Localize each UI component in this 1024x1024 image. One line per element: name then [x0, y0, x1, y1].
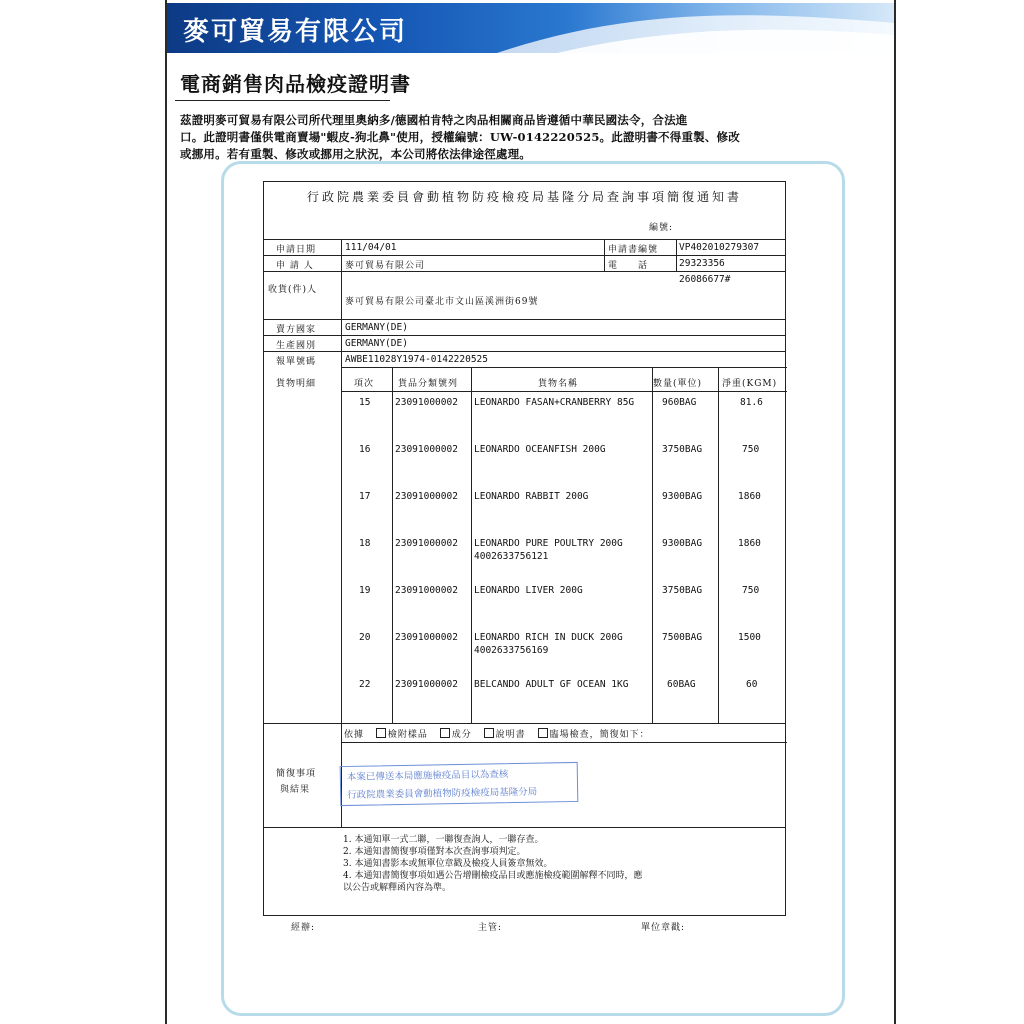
column-header-code: 貨品分類號列 — [398, 379, 459, 389]
table-cell: 1860 — [738, 491, 761, 502]
table-cell: 23091000002 — [395, 632, 458, 643]
table-cell: 23091000002 — [395, 585, 458, 596]
table-cell: LEONARDO RABBIT 200G — [474, 491, 589, 502]
quarantine-notice-form — [263, 181, 786, 916]
applicant: 麥可貿易有限公司 — [345, 261, 426, 271]
company-name: 麥可貿易有限公司 — [183, 17, 408, 47]
table-cell: 17 — [359, 491, 371, 502]
unit-seal-label: 單位章戳: — [641, 923, 686, 933]
goods-detail-label: 貨物明細 — [276, 379, 317, 389]
application-number: VP402010279307 — [679, 242, 760, 253]
origin-country: GERMANY(DE) — [345, 338, 408, 349]
checkbox-icon — [484, 728, 494, 738]
authorization-statement — [180, 112, 840, 163]
result-label-line2: 與結果 — [280, 785, 311, 795]
report-number-label: 報單號碼 — [276, 357, 317, 367]
application-number-label: 申請書編號 — [608, 245, 659, 255]
table-cell: 7500BAG — [662, 632, 703, 643]
table-cell: LEONARDO OCEANFISH 200G — [474, 444, 606, 455]
table-cell: 23091000002 — [395, 679, 458, 690]
officer-label: 經辦: — [291, 923, 316, 933]
apply-date: 111/04/01 — [345, 242, 397, 253]
table-cell: 22 — [359, 679, 371, 690]
official-stamp — [340, 762, 579, 806]
table-cell: 81.6 — [740, 397, 763, 408]
table-cell: LEONARDO FASAN+CRANBERRY 85G — [474, 397, 635, 408]
result-label-line1: 簡復事項 — [276, 769, 317, 779]
phone-label: 電 話 — [608, 261, 649, 271]
supervisor-label: 主管: — [478, 923, 503, 933]
table-cell: 60 — [746, 679, 758, 690]
origin-country-label: 生產國別 — [276, 341, 317, 351]
table-cell: 23091000002 — [395, 491, 458, 502]
checkbox-icon — [538, 728, 548, 738]
seller-country: GERMANY(DE) — [345, 322, 408, 333]
table-cell: 20 — [359, 632, 371, 643]
note-item: 1. 本通知單一式二聯，一聯復查詢人，一聯存查。 — [343, 835, 544, 845]
note-item: 3. 本通知書影本或無單位章戳及檢疫人員簽章無效。 — [343, 859, 553, 869]
table-cell: 1860 — [738, 538, 761, 549]
table-cell: 19 — [359, 585, 371, 596]
report-number: AWBE11028Y1974-0142220525 — [345, 354, 488, 365]
column-header-quantity: 數量(單位) — [653, 379, 703, 389]
consignee-label: 收貨(件)人 — [268, 285, 318, 295]
statement-line: 茲證明麥可貿易有限公司所代理里奧納多/德國柏肯特之肉品相關商品皆遵循中華民國法令，合法進 — [180, 113, 688, 127]
table-cell: 4002633756121 — [474, 551, 549, 562]
consignee: 麥可貿易有限公司臺北市文山區溪洲街69號 — [345, 297, 539, 307]
basis-option: 成分 — [451, 730, 472, 740]
statement-line: 口。此證明書僅供電商賣場"蝦皮-狗北鼻"使用，授權編號：UW-0142220525。此證明書不得重製、修改 — [180, 130, 740, 144]
table-cell: 750 — [742, 444, 760, 455]
table-cell: LEONARDO PURE POULTRY 200G — [474, 538, 623, 549]
table-cell: 3750BAG — [662, 585, 703, 596]
table-cell: LEONARDO RICH IN DUCK 200G — [474, 632, 623, 643]
table-cell: 960BAG — [662, 397, 697, 408]
table-cell: 15 — [359, 397, 371, 408]
column-header-net-weight: 淨重(KGM) — [722, 379, 778, 389]
table-cell: 3750BAG — [662, 444, 703, 455]
table-cell: 4002633756169 — [474, 645, 549, 656]
table-cell: 23091000002 — [395, 444, 458, 455]
note-item: 4. 本通知書簡復事項如遇公告增刪檢疫品目或應施檢疫範圍解釋不同時，應 — [343, 871, 643, 881]
seller-country-label: 賣方國家 — [276, 325, 317, 335]
table-cell: BELCANDO ADULT GF OCEAN 1KG — [474, 679, 629, 690]
column-header-name: 貨物名稱 — [538, 379, 579, 389]
phone-secondary: 26086677# — [679, 274, 731, 285]
table-cell: 60BAG — [667, 679, 696, 690]
stamp-line: 行政院農業委員會動植物防疫檢疫局基隆分局 — [347, 786, 538, 801]
table-cell: 18 — [359, 538, 371, 549]
basis-label: 依據 — [344, 730, 365, 740]
table-cell: 16 — [359, 444, 371, 455]
serial-label: 編號: — [649, 223, 674, 233]
table-cell: 9300BAG — [662, 538, 703, 549]
table-cell: 750 — [742, 585, 760, 596]
table-cell: 1500 — [738, 632, 761, 643]
document-title: 電商銷售肉品檢疫證明書 — [180, 72, 411, 96]
note-item: 2. 本通知書簡復事項僅對本次查詢事項判定。 — [343, 847, 526, 857]
title-underline — [175, 100, 390, 101]
basis-option: 檢附樣品 — [387, 730, 428, 740]
basis-option: 說明書 — [495, 730, 526, 740]
checkbox-icon — [376, 728, 386, 738]
table-cell: 23091000002 — [395, 397, 458, 408]
column-header-no: 項次 — [354, 379, 375, 389]
form-title: 行政院農業委員會動植物防疫檢疫局基隆分局查詢事項簡復通知書 — [306, 190, 742, 204]
phone: 29323356 — [679, 258, 725, 269]
checkbox-icon — [440, 728, 450, 738]
note-item: 以公告或解釋函內容為準。 — [343, 883, 452, 893]
applicant-label: 申 請 人 — [276, 261, 314, 271]
stamp-line: 本案已傳送本局應施檢疫品目以為查核 — [346, 769, 509, 783]
table-cell: 9300BAG — [662, 491, 703, 502]
basis-option: 臨場檢查，簡復如下： — [549, 730, 650, 740]
notes-list — [343, 834, 642, 894]
table-cell: LEONARDO LIVER 200G — [474, 585, 583, 596]
company-banner — [167, 3, 894, 53]
table-cell: 23091000002 — [395, 538, 458, 549]
apply-date-label: 申請日期 — [276, 245, 317, 255]
basis-row — [344, 727, 650, 740]
statement-line: 或挪用。若有重製、修改或挪用之狀況，本公司將依法律途徑處理。 — [180, 147, 531, 161]
